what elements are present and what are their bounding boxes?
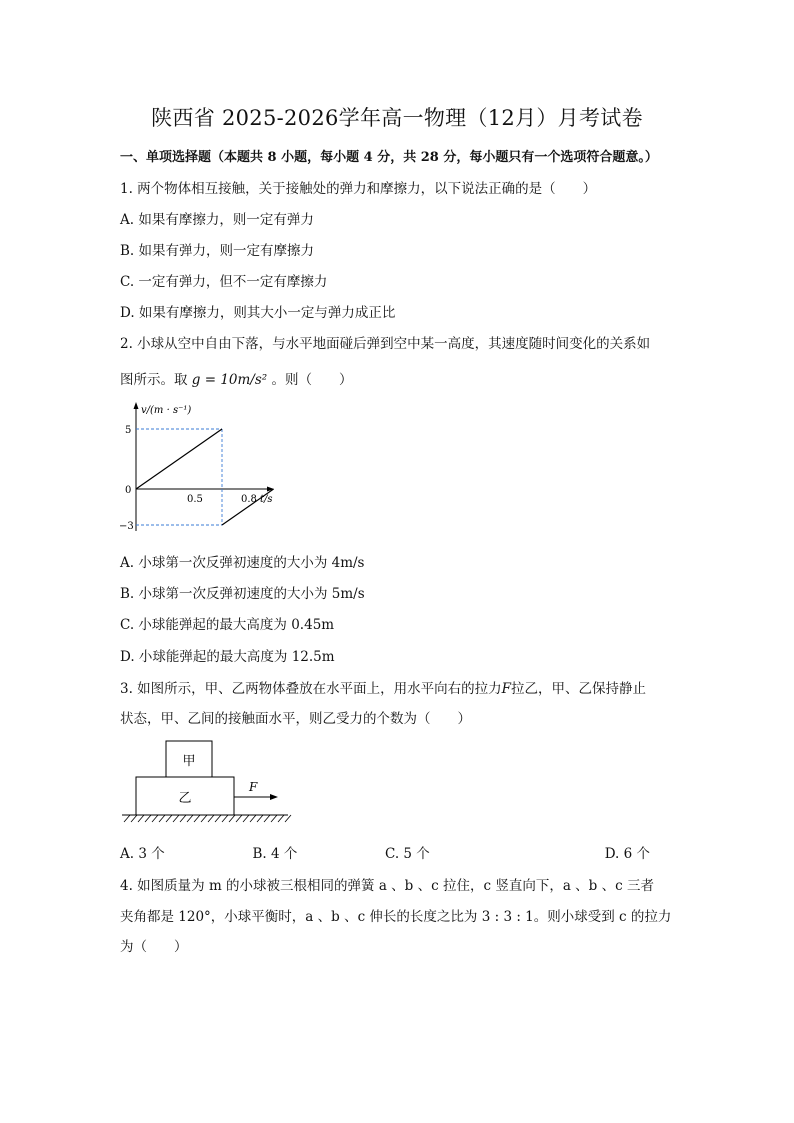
graph-y-tick-5: 5 bbox=[125, 425, 132, 436]
question-3-option-a: A. 3 个 bbox=[120, 846, 165, 862]
question-3-stem-line-2: 状态，甲、乙间的接触面水平，则乙受力的个数为（ ） bbox=[120, 711, 471, 727]
graph-y-tick-minus-3: −3 bbox=[119, 521, 134, 532]
hatch-mark bbox=[222, 815, 228, 822]
hatch-mark bbox=[131, 815, 137, 822]
hatch-mark bbox=[229, 815, 235, 822]
hatch-mark bbox=[145, 815, 151, 822]
question-2-option-c: C. 小球能弹起的最大高度为 0.45m bbox=[120, 617, 335, 633]
ground-hatching bbox=[124, 815, 291, 822]
section-heading: 一、单项选择题（本题共 8 小题，每小题 4 分，共 28 分，每小题只有一个选项符合题意。） bbox=[120, 150, 658, 165]
hatch-mark bbox=[152, 815, 158, 822]
graph-x-axis-label: t/s bbox=[260, 494, 273, 505]
force-arrow-head bbox=[270, 794, 278, 800]
hatch-mark bbox=[187, 815, 193, 822]
hatch-mark bbox=[173, 815, 179, 822]
question-1-stem: 1. 两个物体相互接触，关于接触处的弹力和摩擦力，以下说法正确的是（ ） bbox=[120, 181, 597, 197]
block-jia-label: 甲 bbox=[182, 754, 196, 769]
hatch-mark bbox=[278, 815, 284, 822]
hatch-mark bbox=[250, 815, 256, 822]
hatch-mark bbox=[166, 815, 172, 822]
hatch-mark bbox=[159, 815, 165, 822]
hatch-mark bbox=[194, 815, 200, 822]
velocity-time-graph bbox=[118, 398, 288, 538]
hatch-mark bbox=[271, 815, 277, 822]
stacked-blocks-figure bbox=[118, 735, 298, 827]
question-2-option-d: D. 小球能弹起的最大高度为 12.5m bbox=[120, 649, 335, 665]
hatch-mark bbox=[257, 815, 263, 822]
question-2-stem-prefix: 图所示。取 bbox=[120, 372, 192, 388]
hatch-mark bbox=[264, 815, 270, 822]
hatch-mark bbox=[236, 815, 242, 822]
hatch-mark bbox=[138, 815, 144, 822]
question-1-option-b: B. 如果有弹力，则一定有摩擦力 bbox=[120, 243, 315, 259]
hatch-mark bbox=[285, 815, 291, 822]
question-3-stem-suffix: 拉乙，甲、乙保持静止 bbox=[511, 681, 647, 697]
question-1-option-c: C. 一定有弹力，但不一定有摩擦力 bbox=[120, 274, 328, 290]
graph-x-tick-0-5: 0.5 bbox=[187, 494, 203, 505]
question-2-option-a: A. 小球第一次反弹初速度的大小为 4m/s bbox=[120, 555, 365, 571]
page-title: 陕西省 2025-2026学年高一物理（12月）月考试卷 bbox=[151, 106, 643, 130]
question-3-options bbox=[120, 842, 650, 862]
block-yi-label: 乙 bbox=[178, 791, 192, 806]
question-3-option-d: D. 6 个 bbox=[604, 846, 650, 862]
graph-y-tick-0: 0 bbox=[125, 485, 132, 496]
force-symbol: F bbox=[501, 681, 512, 697]
hatch-mark bbox=[215, 815, 221, 822]
question-1-option-d: D. 如果有摩擦力，则其大小一定与弹力成正比 bbox=[120, 305, 396, 321]
question-2-stem-suffix: 。则（ ） bbox=[267, 372, 353, 388]
velocity-segment-1 bbox=[136, 429, 222, 489]
question-4-line-3: 为（ ） bbox=[120, 939, 188, 955]
question-2-stem-line-1: 2. 小球从空中自由下落，与水平地面碰后弹到空中某一高度，其速度随时间变化的关系如 bbox=[120, 336, 651, 352]
question-3-option-b: B. 4 个 bbox=[252, 846, 298, 862]
graph-y-axis-arrow bbox=[134, 402, 139, 409]
question-2-option-b: B. 小球第一次反弹初速度的大小为 5m/s bbox=[120, 586, 365, 602]
graph-y-axis-label: v/(m · s⁻¹) bbox=[141, 405, 192, 416]
hatch-mark bbox=[208, 815, 214, 822]
question-1-option-a: A. 如果有摩擦力，则一定有弹力 bbox=[120, 212, 314, 228]
question-2-stem-line-2 bbox=[120, 368, 353, 388]
graph-x-tick-0-8: 0.8 bbox=[241, 494, 257, 505]
question-3-stem-line-1 bbox=[120, 677, 646, 697]
question-3-stem-prefix: 3. 如图所示，甲、乙两物体叠放在水平面上，用水平向右的拉力 bbox=[120, 681, 502, 697]
question-4-line-1: 4. 如图质量为 m 的小球被三根相同的弹簧 a 、b 、c 拉住，c 竖直向下，a 、b 、c 三者 bbox=[120, 878, 654, 894]
question-4-line-2: 夹角都是 120°，小球平衡时，a 、b 、c 伸长的长度之比为 3 : 3 : 1。则小球受到 c 的拉力 bbox=[120, 909, 672, 925]
gravity-value: g = 10m/s² bbox=[191, 372, 268, 388]
hatch-mark bbox=[243, 815, 249, 822]
hatch-mark bbox=[124, 815, 130, 822]
hatch-mark bbox=[201, 815, 207, 822]
hatch-mark bbox=[180, 815, 186, 822]
question-3-option-c: C. 5 个 bbox=[385, 846, 430, 862]
force-label: F bbox=[249, 780, 258, 794]
